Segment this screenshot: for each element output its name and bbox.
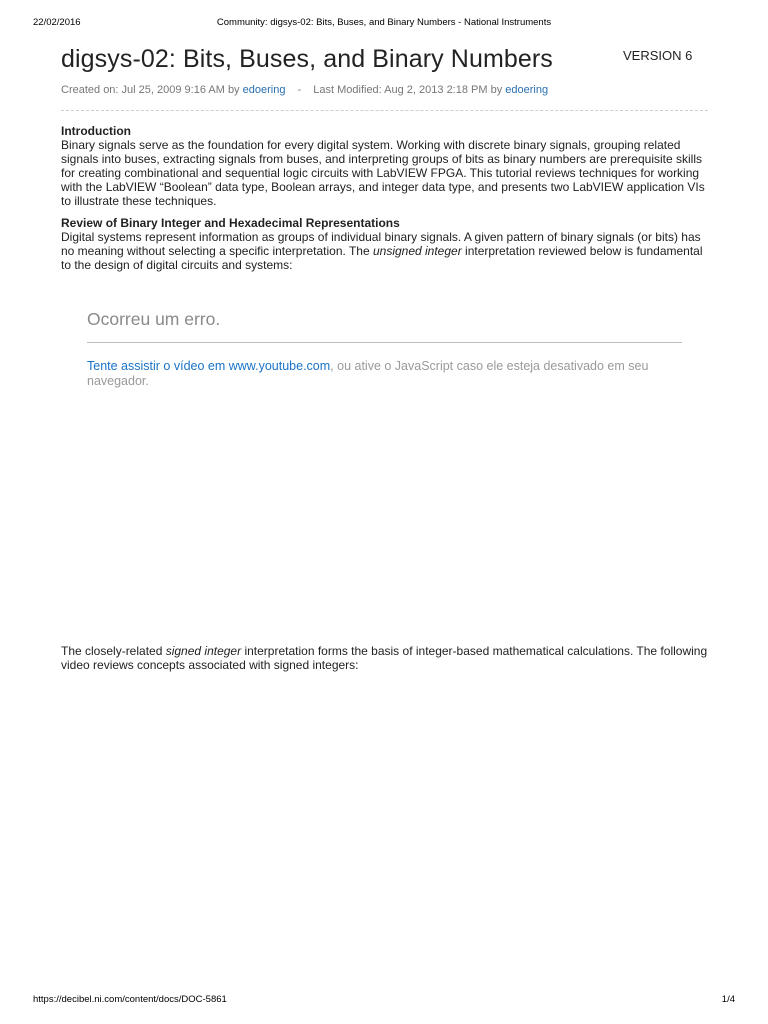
signed-integer-paragraph xyxy=(61,644,711,672)
video-error-title: Ocorreu um erro. xyxy=(87,309,221,329)
video-error-divider xyxy=(87,342,682,343)
signed-text-end: interpretation forms the basis of integer-based mathematical calculations. The following video reviews concepts associated with signed integers: xyxy=(61,644,708,672)
print-header-date: 22/02/2016 xyxy=(33,17,81,28)
print-footer-url: https://decibel.ni.com/content/docs/DOC-5861 xyxy=(33,994,227,1005)
intro-paragraph: Binary signals serve as the foundation for every digital system. Working with discrete binary signals, grouping related signals into buses, extracting signals from buses, and interpreting groups of bits as binary numbers are prerequisite skills for creating combinational and sequential logic circuits with LabVIEW FPGA. This tutorial reviews techniques for working with the LabVIEW “Boolean” data type, Boolean arrays, and integer data type, and presents two LabVIEW application VIs to illustrate these techniques. xyxy=(61,137,705,208)
print-header-title: Community: digsys-02: Bits, Buses, and Binary Numbers - National Instruments xyxy=(216,17,552,28)
document-title: digsys-02: Bits, Buses, and Binary Numbers xyxy=(61,45,553,73)
created-author-link[interactable]: edoering xyxy=(242,84,286,96)
modified-author-link[interactable]: edoering xyxy=(505,84,549,96)
signed-text-start: The closely-related xyxy=(61,644,166,658)
print-footer-page-number: 1/4 xyxy=(721,994,735,1005)
document-meta xyxy=(61,84,548,96)
review-heading: Review of Binary Integer and Hexadecimal Representations xyxy=(61,216,400,231)
signed-text-italic: signed integer xyxy=(165,644,242,658)
review-paragraph xyxy=(61,231,711,273)
meta-separator: - xyxy=(297,84,302,96)
created-label: Created on: Jul 25, 2009 9:16 AM by xyxy=(61,84,240,96)
modified-label: Last Modified: Aug 2, 2013 2:18 PM by xyxy=(313,84,503,96)
video-error-message xyxy=(87,359,687,388)
review-text-start: Digital systems represent information as groups of individual binary signals. A given pattern of binary signals (or bits) has no meaning without selecting a specific interpretation. The xyxy=(61,230,701,259)
review-text-italic: unsigned integer xyxy=(372,244,462,259)
document-body xyxy=(61,125,711,273)
youtube-link[interactable]: Tente assistir o vídeo em www.youtube.com xyxy=(87,359,331,373)
intro-heading: Introduction xyxy=(61,124,131,138)
review-text-end: interpretation reviewed below is fundamental to the design of digital circuits and systems: xyxy=(61,244,703,273)
version-label: VERSION 6 xyxy=(623,48,693,63)
meta-divider xyxy=(61,110,708,111)
video-error-rest: , ou ative o JavaScript caso ele esteja desativado em seu navegador. xyxy=(87,359,649,388)
